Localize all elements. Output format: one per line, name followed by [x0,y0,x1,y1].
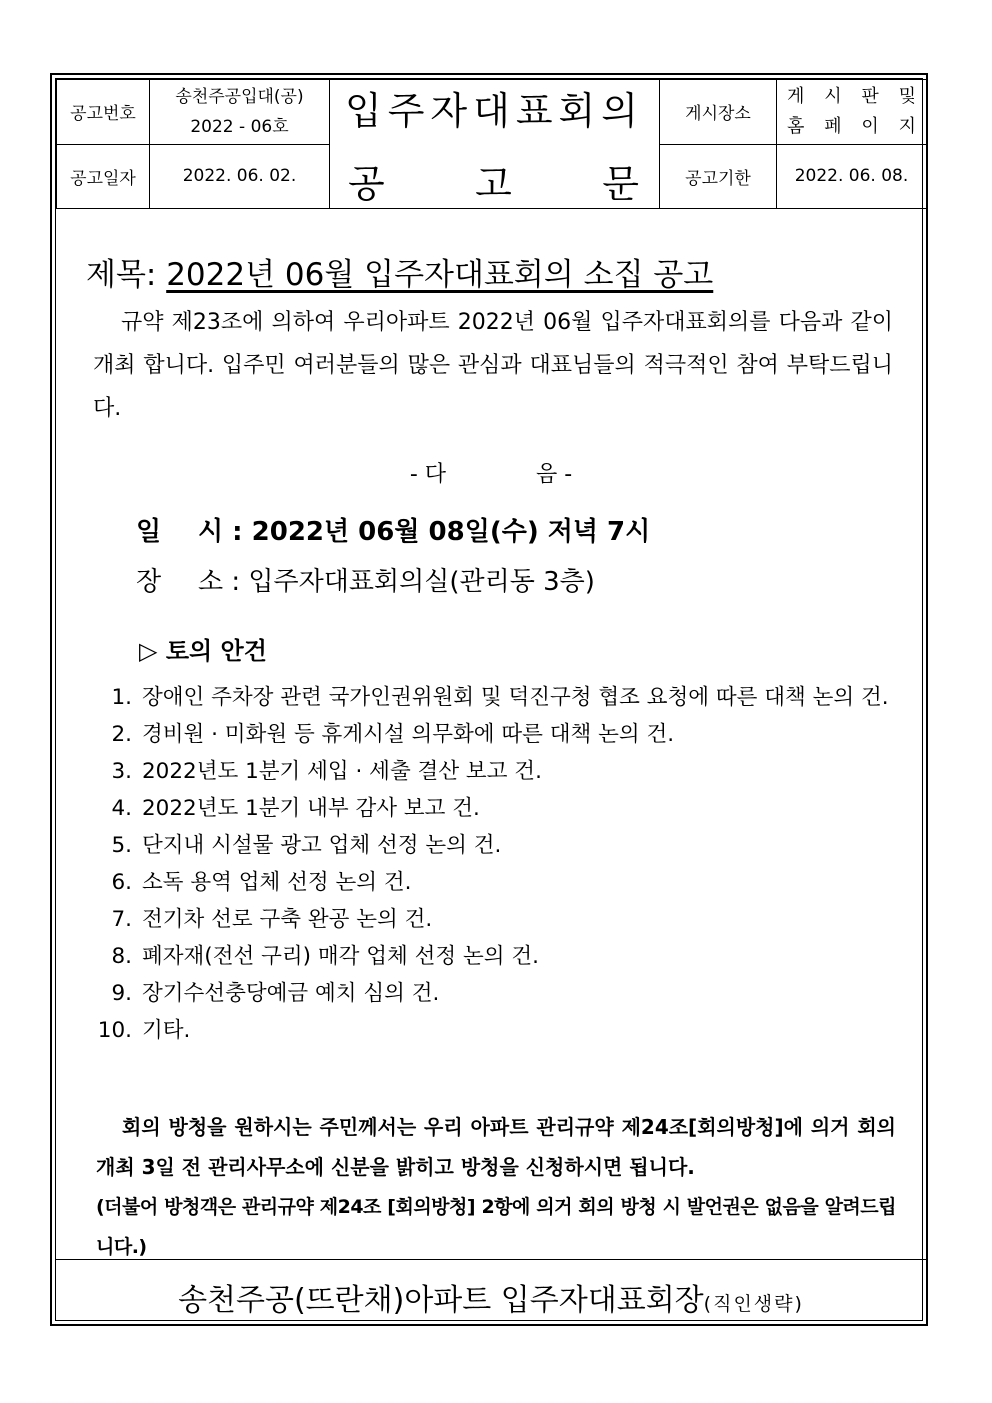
agenda-item [94,679,914,716]
agenda-item [94,753,914,790]
meeting-datetime [136,511,650,548]
agenda-item [94,827,914,864]
notice-parenthetical: (더불어 방청객은 관리규약 제24조 [회의방청] 2항에 의거 회의 방청 시 발언권은 없음을 알려드립니다.) [96,1196,896,1258]
notice-main: 회의 방청을 원하시는 주민께서는 우리 아파트 관리규약 제24조[회의방청]에 의거 회의 개최 3일 전 관리사무소에 신분을 밝히고 방청을 신청하시면 됩니다. [96,1115,896,1179]
agenda-number: 8. [111,944,132,969]
title-line1: 입주자대표회의 [345,89,644,133]
agenda-text: 기타. [142,1018,191,1043]
notice-no-line1: 송천주공입대(공) [175,86,304,107]
datetime-value: 2022년 06월 08일(수) 저녁 7시 [251,517,651,547]
notice-date-value: 2022. 06. 02. [150,144,330,209]
agenda-number: 10. [97,1018,132,1043]
post-place-char: 및 [898,85,916,107]
agenda-text: 단지내 시설물 광고 업체 선정 논의 건. [142,833,502,858]
subject-text: 2022년 06월 입주자대표회의 소집 공고 [166,257,714,293]
notice-no-value [150,80,330,145]
seal-note: (직인생략) [703,1293,804,1315]
post-place-char: 시 [824,85,842,107]
agenda-item [94,901,914,938]
footer-divider [56,1259,926,1260]
agenda-item [94,1012,914,1049]
deadline-value: 2022. 06. 08. [777,144,927,209]
agenda-number: 5. [111,833,132,858]
title-line2 [330,153,659,208]
place-label-1: 장 [136,567,162,597]
agenda-number: 9. [111,981,132,1006]
agenda-item [94,938,914,975]
agenda-item [94,975,914,1012]
agenda-number: 7. [111,907,132,932]
agenda-text: 2022년도 1분기 내부 감사 보고 건. [142,796,480,821]
agenda-number: 2. [111,722,132,747]
title-char-3: 문 [602,162,645,206]
notice-title [330,80,660,209]
notice-no-label: 공고번호 [57,80,150,145]
agenda-text: 경비원 · 미화원 등 휴게시설 의무화에 따른 대책 논의 건. [142,722,675,747]
agenda-item [94,716,914,753]
post-place-char: 판 [861,85,879,107]
agenda-text: 2022년도 1분기 세입 · 세출 결산 보고 건. [142,759,542,784]
agenda-text: 장애인 주차장 관련 국가인권위원회 및 덕진구청 협조 요청에 따른 대책 논의 건. [142,685,889,710]
post-place-label: 게시장소 [660,80,777,145]
post-place-line1 [777,82,926,112]
post-place-char: 홈 [787,115,805,137]
post-place-char: 게 [787,85,805,107]
datetime-label-1: 일 [136,517,162,547]
subject [86,249,713,294]
meeting-place [136,561,595,598]
agenda-text: 장기수선충당예금 예치 심의 건. [142,981,440,1006]
agenda-number: 4. [111,796,132,821]
datetime-label-2: 시 : [198,517,243,547]
following-left: - 다 [409,462,446,487]
title-char-2: 고 [475,162,518,206]
deadline-label: 공고기한 [660,144,777,209]
title-char-1: 공 [348,162,391,206]
intro-paragraph: 규약 제23조에 의하여 우리아파트 2022년 06월 입주자대표회의를 다음과 같이 개최 합니다. 입주민 여러분들의 많은 관심과 대표님들의 적극적인 참여 부탁드립니다. [93,310,893,421]
agenda-text: 폐자재(전선 구리) 매각 업체 선정 논의 건. [142,944,539,969]
place-value: 입주자대표회의실(관리동 3층) [248,567,595,597]
agenda-list [94,679,914,1049]
post-place-char: 페 [824,115,842,137]
agenda-number: 3. [111,759,132,784]
post-place-line2 [777,112,926,142]
observation-notice [96,1107,896,1267]
notice-frame [50,73,928,1326]
footer-signature [56,1275,926,1319]
notice-no-line2: 2022 - 06호 [190,116,289,137]
notice-inner-frame [55,78,923,1321]
agenda-number: 1. [111,685,132,710]
agenda-title: ▷ 토의 안건 [139,637,267,665]
place-label-2: 소 : [198,567,241,597]
agenda-text: 소독 용역 업체 선정 논의 건. [142,870,412,895]
agenda-item [94,790,914,827]
following-heading [56,457,926,488]
signature-text: 송천주공(뜨란채)아파트 입주자대표회장 [178,1283,704,1318]
header-table [56,79,927,209]
agenda-number: 6. [111,870,132,895]
notice-date-label: 공고일자 [57,144,150,209]
subject-prefix: 제목: [86,257,157,293]
post-place-value [777,80,927,145]
post-place-char: 지 [898,115,916,137]
post-place-char: 이 [861,115,879,137]
agenda-text: 전기차 선로 구축 완공 논의 건. [142,907,433,932]
agenda-item [94,864,914,901]
following-right: 음 - [536,462,573,487]
